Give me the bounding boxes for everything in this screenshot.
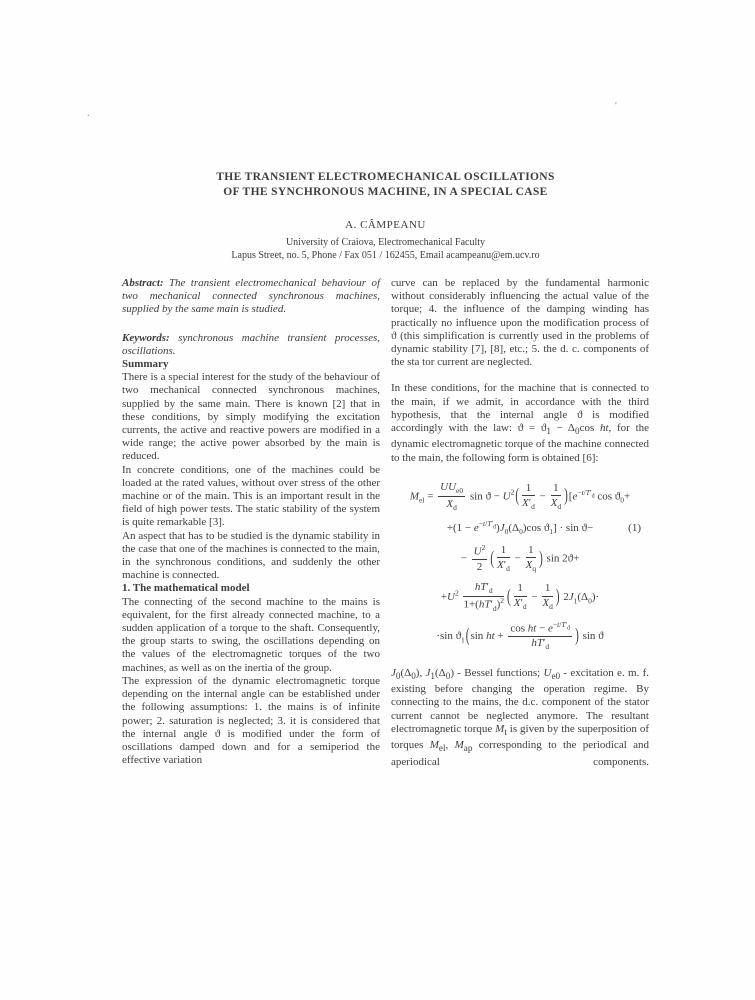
section1-paragraph-2: The expression of the dynamic electromagnetic torque depending on the internal angle can be established under the following assumptions: 1. the mains is of infinite power; 2. saturation is neglected; 3. it is considered that the internal angle ϑ is modified under the form of oscillations damped down and for a semiperiod the effective variation: [122, 674, 380, 767]
page-content: [122, 170, 649, 769]
summary-paragraph-2: In concrete conditions, one of the machines could be loaded at the rated values, without over stress of the other machine or of the main. This is an important result in the field of high power tests. The static stability of the system is quite remarkable [3].: [122, 463, 380, 529]
section1-heading: 1. The mathematical model: [122, 582, 250, 595]
left-column: [122, 277, 380, 769]
right-paragraph-1: curve can be replaced by the fundamental harmonic without considerably influencing the actual value of the torque; 4. the influence of the damping winding has practically no influence upon the modification process of ϑ (this simplification is currently used in the problems of dynamic stability [7], [8], etc.; 5. the d. c. components of the sta tor current are neglected.: [391, 277, 649, 369]
equation-1: [391, 481, 649, 652]
equation-line: $M_{el}$ = $\frac{UU_{e0}}{X_d}$ $\sin ϑ - U^2$( $\frac{1}{X'_d}$ − $\frac{1}{X_d}$ )[$e^{-t/T'_d}$ $\cos ϑ_0+$: [409, 480, 631, 512]
author-name: A. CÂMPEANU: [345, 219, 426, 231]
paper-title-line1: THE TRANSIENT ELECTROMECHANICAL OSCILLATIONS: [216, 171, 555, 183]
section1-paragraph-1: The connecting of the second machine to the mains is equivalent, for the first already connected machine, to a sudden application of a torque to the shaft. Consequently, the group starts to swing, the oscillations depending on the values of the electromagnetic torques of the two machines, as well as on the inertia of the group.: [122, 595, 380, 674]
scan-speck: .: [87, 108, 90, 119]
right-paragraph-2: In these conditions, for the machine that is connected to the main, if we admit, in accordance with the third hypothesis, that the internal angle ϑ is modified accordingly with the law: $ϑ = ϑ_1 - \Delta_0\cos$ ht, for the dynamic electromagnetic torque of the machine connected to the main, the following form is obtained [6]:: [391, 382, 650, 464]
author-affiliation: University of Craiova, Electromechanical Faculty: [285, 237, 486, 248]
equation-number: (1): [628, 522, 641, 535]
equation-line: − $\frac{U^2}{2}$ ( $\frac{1}{X'_d}$ − $\frac{1}{X_q}$ ) sin 2ϑ+: [460, 543, 580, 573]
right-paragraph-3: $J_0(\Delta_0)$, $J_1(\Delta_0)$ - Bessel functions; $U_{e0}$ - excitation e. m. f. existing before changing the operation regime. By connecting to the mains, the d.c. component of the stator current cannot be neglected anymore. The resultant electromagnetic torque $M_t$ is given by the superposition of torques $M_{el}$, $M_{ap}$ corresponding to the periodical and aperiodical components.: [391, 666, 650, 768]
equation-line: [391, 519, 649, 537]
abstract-text: The transient electromechanical behaviour of two mechanical connected synchronous machines, supplied by the same main is studied.: [122, 277, 381, 316]
scan-speck: ': [615, 101, 617, 112]
abstract-label: Abstract:: [122, 277, 164, 289]
keywords-label: Keywords:: [122, 331, 170, 344]
equation-line: $+U^2$ $\frac{hT'_d}{1+(hT'_d)^2}$ ( $\frac{1}{X'_d}$ − $\frac{1}{X_d}$ ) $2J_1(\Delta_0)\cdot$: [440, 580, 600, 614]
author-address: Lapus Street, no. 5, Phone / Fax 051 / 162455, Email acampeanu@em.ucv.ro: [231, 249, 540, 261]
paper-title: [122, 170, 649, 199]
summary-paragraph-3: An aspect that has to be studied is the dynamic stability in the case that one of the machines is connected to the main, in the synchronous conditions, and suddenly the other machine is connected.: [122, 529, 380, 582]
paper-title-line2: OF THE SYNCHRONOUS MACHINE, IN A SPECIAL CASE: [223, 185, 548, 198]
summary-paragraph-1: There is a special interest for the study of the behaviour of two mechanical connected synchronous machines, supplied by the same main. There is known [2] that in these conditions, by simply modifying the excitation currents, the active and reactive powers are modified in a wide range; the active power absorbed by the main is reduced.: [122, 371, 380, 463]
right-column: [391, 277, 649, 769]
equation-line-2-content: $+(1 - e^{-t/T'_d})J_0(\Delta_0)\cos$ $ϑ_1] \cdot \sin ϑ-$: [446, 519, 594, 537]
summary-heading: Summary: [122, 358, 169, 371]
keywords-paragraph: [122, 332, 380, 358]
keywords-text: synchronous machine transient processes, oscillations.: [122, 331, 381, 357]
equation-line: ·sin $ϑ_1(\sin$ ht + $\frac{\cos ht - e^{-t/T'_d}}{hT'_d}$ ) sin ϑ: [436, 619, 604, 652]
two-column-body: [122, 277, 649, 769]
abstract-paragraph: [122, 277, 380, 317]
